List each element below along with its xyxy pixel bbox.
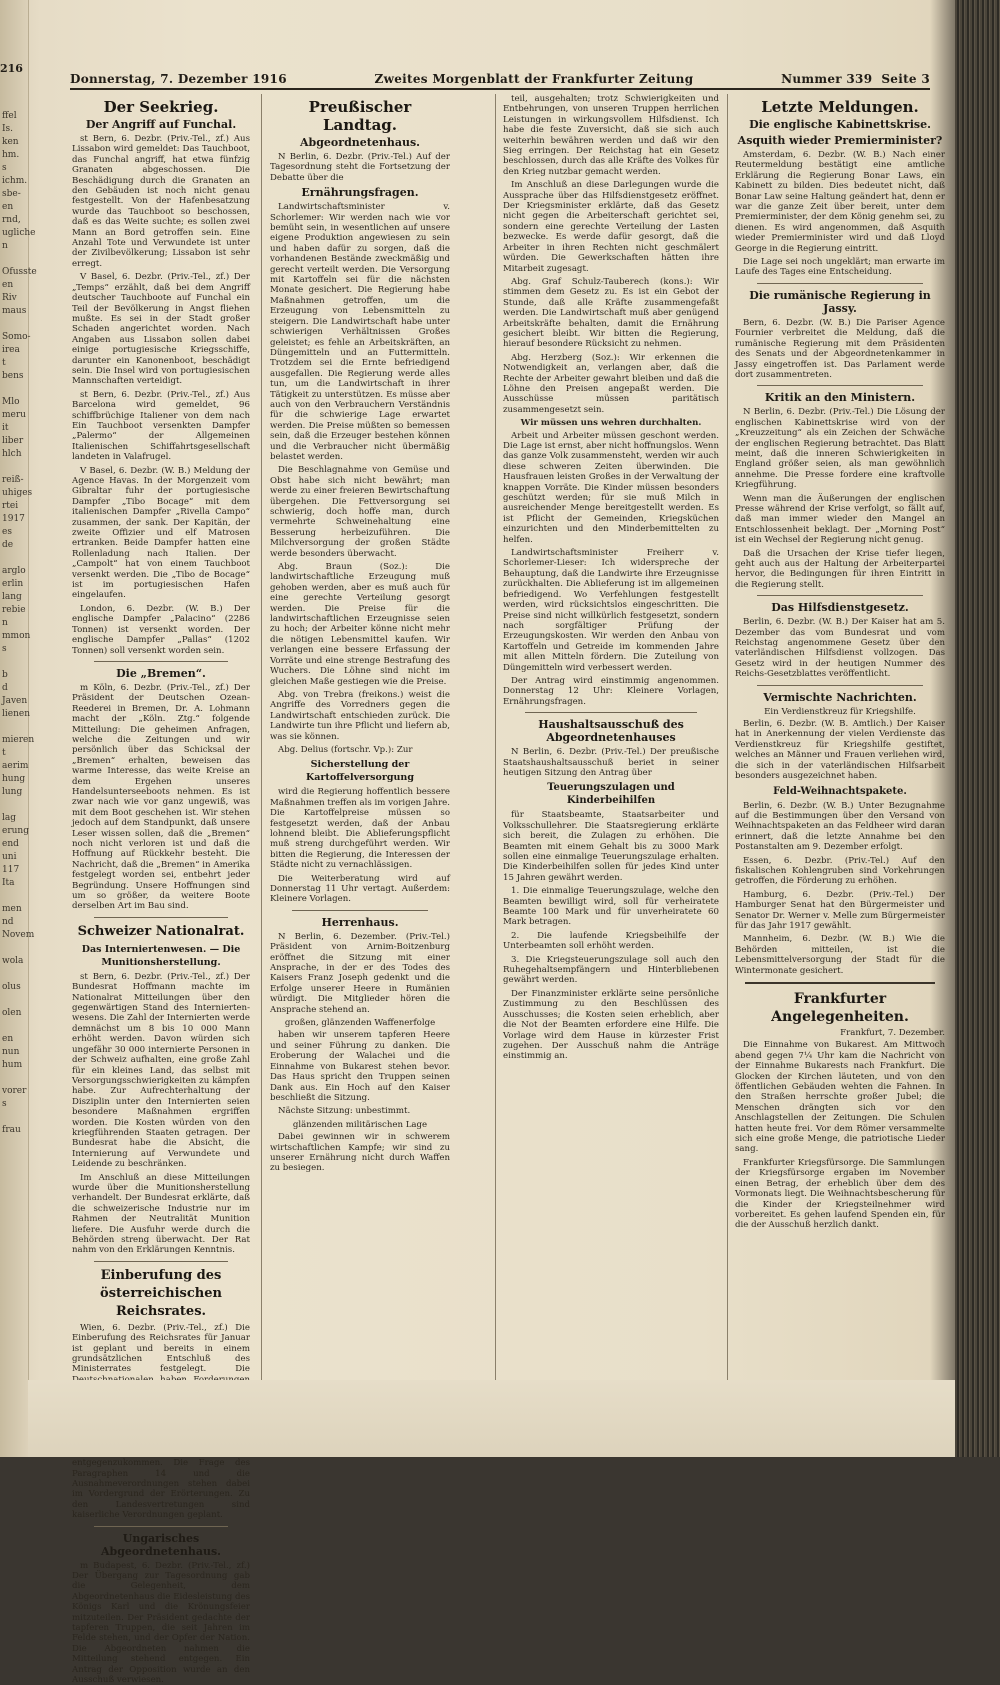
subheadline-ernaehrungsfragen: Ernährungsfragen. — [301, 186, 419, 200]
article-paragraph: Im Anschluß an diese Mitteilungen wurde über die Munitionsherstellung verhandelt. Der Bundesrat erklärte, daß die schweizerische Industrie nur im Rahmen der Neutralität Munition liefere. Die Ausfuhr werde durch die Behörden streng überwacht. Der Rat nahm von den Erklärungen Kenntnis. — [72, 1172, 250, 1256]
column-rule — [261, 94, 262, 1384]
article-paragraph: teil, ausgehalten; trotz Schwierigkeiten und Entbehrungen, von unseren Truppen herrlichen Leistungen in wirkungsvollem Hilfsdienst. Ich habe die feste Zuversicht, daß sie sich auch weiterhin bewähren werden und daß wir den Sieg erringen. Der Reichstag hat ein Gesetz beschlossen, durch das alle Kräfte des Volkes für den Krieg nutzbar gemacht werden. — [503, 94, 719, 177]
article-paragraph: st Bern, 6. Dezbr. (Priv.-Tel., zf.) Aus Lissabon wird gemeldet: Das Tauchboot, das Funchal angriff, hat etwa fünfzig Granaten abgeschossen. Die Beschädigung durch die Granaten an den Gebäuden ist noch nicht genau festgestellt. Von der Hafenbesatzung wurde das Tauchboot so beschossen, daß es das Weite suchte; es sollen zwei Mann an Bord getroffen sein. Eine Anzahl Tote und Verwundete ist unter der Zivilbevölkerung; Lissabon ist sehr erregt. — [72, 134, 250, 269]
article-paragraph: Daß die Ursachen der Krise tiefer liegen, geht auch aus der Haltung der Arbeiterpartei hervor, die Bedingungen für ihren Eintritt in die Regierung stellt. — [735, 548, 945, 590]
article-paragraph: N Berlin, 6. Dezbr. (Priv.-Tel.) Der preußische Staatshaushaltsausschuß beriet in seiner heutigen Sitzung den Antrag über — [503, 747, 719, 778]
issue-number-and-page — [781, 72, 930, 88]
column-3 — [503, 94, 719, 1379]
page-bottom-margin — [28, 1380, 955, 1457]
subheadline-internierten: Das Interniertenwesen. — Die Munitionsherstellung. — [81, 943, 241, 968]
article-paragraph: V Basel, 6. Dezbr. (Priv.-Tel., zf.) Der „Temps“ erzählt, daß bei dem Angriff deutscher Tauchboote auf Funchal ein Teil der Bevölkerung in Angst fliehen mußte. Es sei in der Stadt großer Schaden angerichtet worden. Nach Angaben aus Lissabon sollen dabei einige portugiesische Kriegsschiffe, darunter ein Kanonenboot, beschädigt sein. Die Insel wird von portugiesischen Mannschaften verteidigt. — [72, 272, 250, 387]
article-paragraph: Im Anschluß an diese Darlegungen wurde die Aussprache über das Hilfsdienstgesetz eröffnet. Der Kriegsminister erklärte, daß das Gesetz nicht gegen die Arbeiterschaft gerichtet sei, sondern eine gerechte Verteilung der Lasten bezwecke. Es werde dafür gesorgt, daß die Arbeiter in ihren Rechten nicht geschmälert würden. Die Gewerkschaften hätten ihre Mitarbeit zugesagt. — [503, 180, 719, 274]
inline-subheading: Wir müssen uns wehren durchhalten. — [520, 418, 702, 429]
article-separator — [757, 385, 923, 386]
article-paragraph: 3. Die Kriegsteuerungszulage soll auch den Ruhegehaltsempfängern und Hinterbliebenen gewährt werden. — [503, 954, 719, 986]
article-paragraph: m Köln, 6. Dezbr. (Priv.-Tel., zf.) Der Präsident der Deutschen Ozean-Reederei in Bremen, Dr. A. Lohmann macht der „Köln. Ztg.“ folgende Mitteilung: Die geheimen Anfragen, welche die Zeitungen und wir persönlich über das Schicksal der „Bremen“ erhalten, beweisen das warme Interesse, das weite Kreise an dem Ergehen unseres Handelsunterseeboots nehmen. Es ist zwar nach wie vor ganz ungewiß, was mit dem Boot geschehen ist. Wir stehen jedoch auf dem Standpunkt, daß unsere Leser wissen sollen, daß die „Bremen“ noch nicht verloren ist und daß die Hoffnung auf Rückkehr besteht. Die Nachricht, daß die „Bremen“ in Amerika festgelegt worden sei, entbehrt jeder Begründung. Unsere Hoffnungen sind um so größer, da weitere Boote derselben Art im Bau sind. — [72, 682, 250, 912]
article-paragraph: haben wir unserem tapferen Heere und seiner Führung zu danken. Die Eroberung der Walachei und die Einnahme von Bukarest stehen bevor. Das Haus spricht den Truppen seinen Dank aus. Ein Hoch auf den Kaiser beschließt die Sitzung. — [270, 1030, 450, 1103]
article-paragraph: Nächste Sitzung: unbestimmt. — [278, 1106, 411, 1117]
article-paragraph: Hamburg, 6. Dezbr. (Priv.-Tel.) Der Hamburger Senat hat den Bürgermeister und Senator Dr. Werner v. Melle zum Bürgermeister für das Jahr 1917 gewählt. — [735, 889, 945, 931]
article-paragraph: Abg. von Trebra (freikons.) weist die Angriffe des Vorredners gegen die Landwirtschaft entschieden zurück. Die Landwirte tun ihre Pflicht und liefern ab, was sie können. — [270, 689, 450, 742]
headline-vermischte-nachrichten: Vermischte Nachrichten. — [763, 690, 917, 704]
issue-date: Donnerstag, 7. Dezember 1916 — [70, 72, 287, 86]
previous-page-gutter — [0, 0, 37, 1457]
subheadline-kartoffelversorgung: Sicherstellung der Kartoffelversorgung — [306, 759, 414, 784]
article-paragraph: Dabei gewinnen wir in schwerem wirtschaftlichen Kampfe; wir sind zu unserer Ernährung nicht durch Waffen zu besiegen. — [270, 1132, 450, 1174]
article-paragraph: Frankfurter Kriegsfürsorge. Die Sammlungen der Kriegsfürsorge ergaben im November einen Betrag, der erheblich über dem des Vormonats liegt. Die Weihnachtsbescherung für die Kinder der Kriegsteilnehmer wird vorbereitet. Es gehen laufend Spenden ein, für die der Ausschuß herzlich dankt. — [735, 1157, 945, 1231]
article-paragraph: N Berlin, 6. Dezbr. (Priv.-Tel.) Auf der Tagesordnung steht die Fortsetzung der Debatte über die — [270, 152, 450, 183]
article-paragraph: Die Einnahme von Bukarest. Am Mittwoch abend gegen 7¼ Uhr kam die Nachricht von der Einnahme Bukarests nach Frankfurt. Die Glocken der Kirchen läuteten, und von den öffentlichen Gebäuden wehten die Fahnen. In den Straßen herrschte großer Jubel; die Menschen drängten sich vor den Anschlagstellen der Zeitungen. Die Schulen hatten heute frei. Vor dem Römer versammelte sich eine große Menge, die patriotische Lieder sang. — [735, 1040, 945, 1155]
headline-haushaltsausschuss: Haushaltsausschuß des Abgeordnetenhauses — [538, 718, 684, 745]
inline-subheading: großen, glänzenden Waffenerfolge — [284, 1018, 436, 1029]
article-paragraph: st Bern, 6. Dezbr. (Priv.-Tel., zf.) Der Bundesrat Hoffmann machte im Nationalrat Mitteilungen über den gegenwärtigen Stand des Interniertenwesens. Die Zahl der Internierten werde demnächst um 8 bis 10 000 Mann erhöht werden. Davon würden sich ungefähr 30 000 internierte Personen in der Schweiz aufhalten, eine große Zahl für ein kleines Land, das selbst mit Versorgungsschwierigkeiten zu kämpfen habe. Zur Aufrechterhaltung der Disziplin unter den Internierten seien besondere Maßnahmen ergriffen worden. Die Kosten würden von den kriegführenden Staaten getragen. Der Bundesrat habe die Absicht, die Internierung auf Verwundete und Leidende zu beschränken. — [72, 971, 250, 1170]
article-paragraph: Der Finanzminister erklärte seine persönliche Zustimmung zu den Beschlüssen des Ausschusses; die Kosten seien erheblich, aber die Not der Beamten erfordere eine Hilfe. Die Vorlage wird dem Hause in kürzester Frist zugehen. Der Ausschuß nahm die Anträge einstimmig an. — [503, 988, 719, 1062]
article-paragraph: st Bern, 6. Dezbr. (Priv.-Tel., zf.) Aus Barcelona wird gemeldet, 96 schiffbrüchige Italiener von dem nach Ein Tauchboot versenkten Dampfer „Palermo“ der Allgemeinen Italienischen Schiffahrtsgesellschaft landeten in Valafrugel. — [72, 389, 250, 463]
subheadline-asquith: Asquith wieder Premierminister? — [737, 134, 943, 147]
headline-ungarisches-abgeordnetenhaus: Ungarisches Abgeordnetenhaus. — [101, 1531, 221, 1558]
subheadline-abgeordnetenhaus: Abgeordnetenhaus. — [300, 136, 420, 149]
article-separator — [94, 661, 228, 662]
subheadline-funchal: Der Angriff auf Funchal. — [85, 118, 237, 131]
headline-kritik-ministern: Kritik an den Ministern. — [764, 391, 916, 405]
article-separator — [292, 910, 428, 911]
column-rule — [495, 94, 496, 1384]
article-paragraph: wird die Regierung hoffentlich bessere Maßnahmen treffen als im vorigen Jahre. Die Kartoffelpreise müssen so festgesetzt werden, daß der Anbau lohnend bleibt. Die Ablieferungspflicht muß streng durchgeführt werden. Wir bitten die Regierung, die Interessen der Städte nicht zu vernachlässigen. — [270, 787, 450, 871]
headline-frankfurter-angelegenheiten: Frankfurter Angelegenheiten. — [771, 991, 909, 1025]
newspaper-title: Zweites Morgenblatt der Frankfurter Zeitung — [374, 72, 694, 86]
article-paragraph: 1. Die einmalige Teuerungszulage, welche den Beamten bewilligt wird, soll für verheiratete Beamte 100 Mark und für unverheiratete 60 Mark betragen. — [503, 886, 719, 928]
article-separator — [525, 712, 697, 713]
headline-preussischer-landtag: Preußischer Landtag. — [308, 98, 412, 134]
article-paragraph: Wien, 6. Dezbr. (Priv.-Tel., zf.) Die Einberufung des Reichsrates für Januar ist geplant und bereits in einem grundsätzlichen Entschluß des Ministerrates festgelegt. Die entgegenzukommen. Die Frage des Paragraphen 14 und die Ausnahmeverordnungen stehen dabei im Vordergrund der Erörterungen. Zu den Landesvertretungen sind kaiserliche Verordnungen geplant. — [72, 1322, 250, 1521]
article-paragraph: Amsterdam, 6. Dezbr. (W. B.) Nach einer Reutermeldung bestätigt eine amtliche Erklärung die Regierung Bonar Laws, ein Kabinett zu bilden. Dies bedeutet nicht, daß Bonar Law seine Haltung geändert hat, denn er war die ganze Zeit über bereit, unter dem Premierminister, der dem König genehm sei, zu dienen. Es wird angenommen, daß Asquith wieder Premierminister wird und daß Lloyd George in die Regierung eintritt. — [735, 150, 945, 254]
masthead — [70, 66, 930, 90]
article-separator — [757, 595, 923, 596]
article-paragraph: m Budapest, 6. Dezbr. (Priv.-Tel., zf.) Der Übergang zur Tagesordnung gab die Gelegenheit, dem Abgeordnetenhaus die Eidesleistung des Königs Karl und die Krönungsfeier mitzuteilen. Der Präsident gedachte der tapferen Truppen, die seit Jahren im Felde stehen, und der Opfer der Nation. Die Abgeordneten nahmen die Mitteilung stehend entgegen. Ein Antrag der Opposition wurde an den Ausschuß verwiesen. — [72, 1560, 250, 1685]
article-paragraph: Berlin, 6. Dezbr. (W. B. Amtlich.) Der Kaiser hat in Anerkennung der vielen Verdienste das Verdienstkreuz für Kriegshilfe gestiftet, welches an Männer und Frauen verliehen wird, die sich in der vaterländischen Hilfsarbeit besonders ausgezeichnet haben. — [735, 719, 945, 782]
article-paragraph: Berlin, 6. Dezbr. (W. B.) Der Kaiser hat am 5. Dezember das vom Bundesrat und vom Reichstag angenommene Gesetz über den vaterländischen Hilfsdienst vollzogen. Das Gesetz wird in der heutigen Nummer des Reichs-Gesetzblattes veröffentlicht. — [735, 617, 945, 680]
issue-number: Nummer 339 — [781, 72, 873, 86]
article-paragraph: Die Weiterberatung wird auf Donnerstag 11 Uhr vertagt. Außerdem: Kleinere Vorlagen. — [270, 873, 450, 905]
article-paragraph: Essen, 6. Dezbr. (Priv.-Tel.) Auf den fiskalischen Kohlengruben sind Vorkehrungen getroffen, die Förderung zu erhöhen. — [735, 855, 945, 887]
article-paragraph: Arbeit und Arbeiter müssen geschont werden. Die Lage ist ernst, aber nicht hoffnungslos. Wenn das ganze Volk zusammensteht, werden wir auch diese schweren Zeiten überwinden. Die Hausfrauen leisten Großes in der Verwaltung der knappen Vorräte. Die Kinder müssen besonders geschützt werden; für sie muß Milch in ausreichender Menge bereitgestellt werden. Es ist Pflicht der Gemeinden, Kriegsküchen einzurichten und den Minderbemittelten zu helfen. — [503, 430, 719, 545]
headline-hilfsdienstgesetz: Das Hilfsdienstgesetz. — [771, 601, 909, 615]
article-paragraph: Mannheim, 6. Dezbr. (W. B.) Wie die Behörden mitteilen, ist die Lebensmittelversorgung der Stadt für die Wintermonate gesichert. — [735, 934, 945, 976]
article-paragraph: für Staatsbeamte, Staatsarbeiter und Volksschullehrer. Die Staatsregierung erklärte sich bereit, die Zulagen zu erhöhen. Die Beamten mit einem Gehalt bis zu 3000 Mark sollen eine einmalige Teuerungszulage erhalten. Die Kinderbeihilfen sollen für jedes Kind unter 15 Jahren gewährt werden. — [503, 810, 719, 883]
column-rule — [727, 94, 728, 1384]
article-paragraph: London, 6. Dezbr. (W. B.) Der englische Dampfer „Palacino“ (2286 Tonnen) ist versenkt worden. Der englische Dampfer „Pallas“ (1202 Tonnen) soll versenkt worden sein. — [72, 603, 250, 656]
article-paragraph: Landwirtschaftsminister Freiherr v. Schorlemer-Lieser: Ich widerspreche der Behauptung, daß die Landwirte ihre Erzeugnisse zurückhalten. Die Ablieferung ist im allgemeinen befriedigend. Wo Verfehlungen festgestellt werden, wird rücksichtslos eingeschritten. Die Preise sind nicht willkürlich festgesetzt, sondern nach sorgfältiger Prüfung der Erzeugungskosten. Wir werden den Anbau von Kartoffeln und Getreide im kommenden Jahre mit allen Mitteln fördern. Die Zuteilung von Düngemitteln wird verbessert werden. — [503, 548, 719, 673]
article-separator — [94, 1526, 228, 1527]
column-1 — [72, 94, 250, 1685]
headline-feld-weihnachtspakete: Feld-Weihnachtspakete. — [773, 785, 907, 797]
book-edge-pages — [955, 0, 1000, 1457]
article-separator — [745, 982, 935, 984]
article-paragraph: N Berlin, 6. Dezbr. (Priv.-Tel.) Die Lösung der englischen Kabinettskrise wird von der „Kreuzzeitung“ als ein Zeichen der Schwäche der englischen Regierung betrachtet. Das Blatt meint, daß die inneren Schwierigkeiten in England größer seien, als man gewöhnlich annehme. Die Presse fordere eine kraftvolle Kriegführung. — [735, 407, 945, 491]
headline-seekrieg: Der Seekrieg. — [103, 98, 219, 116]
article-paragraph: Die Beschlagnahme von Gemüse und Obst habe sich nicht bewährt; man werde zu einer freieren Bewirtschaftung übergehen. Die Fettversorgung sei schwierig, doch hoffe man, durch vermehrte Schweinehaltung eine Besserung herbeizuführen. Die Milchversorgung der großen Städte werde besonders überwacht. — [270, 465, 450, 559]
article-paragraph: Bern, 6. Dezbr. (W. B.) Die Pariser Agence Fournier verbreitet die Meldung, daß die rumänische Regierung mit dem Präsidenten des Senats und der Abgeordnetenkammer in Jassy eingetroffen ist. Das Parlament werde dort zusammentreten. — [735, 317, 945, 380]
inline-subheading: glänzenden militärischen Lage — [292, 1119, 428, 1130]
article-paragraph: Abg. Graf Schulz-Tauberech (kons.): Wir stimmen dem Gesetz zu. Es ist ein Gebot der Stunde, daß alle Kräfte zusammengefaßt werden. Die Landwirtschaft muß aber genügend Arbeitskräfte behalten, damit die Ernährung gesichert bleibt. Wir bitten die Regierung, hierauf besondere Rücksicht zu nehmen. — [503, 276, 719, 350]
headline-bremen: Die „Bremen“. — [116, 666, 206, 680]
article-paragraph: Landwirtschaftsminister v. Schorlemer: Wir werden nach wie vor bemüht sein, in wesentlichen auf unsere eigene Produktion angewiesen zu sein und haben dafür zu sorgen, daß die vorhandenen Bestände zweckmäßig und gerecht verteilt werden. Die Versorgung mit Kartoffeln sei für die nächsten Monate gesichert. Die Regierung habe Maßnahmen getroffen, um die Erzeugung von Lebensmitteln zu steigern. Die Landwirtschaft habe unter schwierigen Verhältnissen Großes geleistet; es fehle an Arbeitskräften, an Düngemitteln und an Futtermitteln. Trotzdem sei die Ernte befriedigend ausgefallen. Die Regierung werde alles tun, um die Landwirtschaft in ihrer Tätigkeit zu unterstützen. Es müsse aber auch von den Verbrauchern Verständnis für die schwierige Lage erwartet werden. Die Preise müßten so bemessen sein, daß die Erzeuger bestehen können und die Verbraucher nicht übermäßig belastet werden. — [270, 202, 450, 462]
page-number: Seite 3 — [881, 72, 930, 86]
article-separator — [757, 283, 923, 284]
article-paragraph: Der Antrag wird einstimmig angenommen. Donnerstag 12 Uhr: Kleinere Vorlagen, Ernährungsfragen. — [503, 675, 719, 707]
article-paragraph: Abg. Braun (Soz.): Die landwirtschaftliche Erzeugung muß gehoben werden, aber es muß auch für eine gerechte Verteilung gesorgt werden. Die Preise für die landwirtschaftlichen Erzeugnisse seien zu hoch; der Arbeiter könne nicht mehr die nötigen Lebensmittel kaufen. Wir verlangen eine bessere Erfassung der Vorräte und eine strenge Bestrafung des Wuchers. Die Löhne sind nicht im gleichen Maße gestiegen wie die Preise. — [270, 562, 450, 687]
article-paragraph: Wenn man die Äußerungen der englischen Presse während der Krise verfolgt, so fällt auf, daß man immer wieder den Mangel an Entschlossenheit beklagt. Der „Morning Post“ ist ein Wechsel der Regierung nicht genug. — [735, 493, 945, 546]
gutter-fragments: ffel Is. ken hm. s ichm. sbe- en rnd, ugliche n Ofusste en Riv maus Somo- irea t bens Mlo meru it liber hlch reiß- uhiges rtei 1917 es de arglo erlin lang rebie n mmon s b d Javen lienen mieren t aerim hung lung lag erung end uni 117 Ita men nd Novem wola olus olen en nun hum vorer s frau — [2, 111, 37, 1135]
dateline: Frankfurt, 7. Dezember. — [840, 1028, 945, 1038]
article-paragraph: Die Lage sei noch ungeklärt; man erwarte im Laufe des Tages eine Entscheidung. — [735, 257, 945, 278]
article-paragraph: V Basel, 6. Dezbr. (W. B.) Meldung der Agence Havas. In der Morgenzeit vom Gibraltar fuhr der portugiesische Dampfer „Tibo Bocage“ mit dem italienischen Dampfer „Rivella Campo“ zusammen, der sank. Der Kapitän, der zweite Offizier und elf Matrosen ertranken. Beide Dampfer hatten eine Rollenladung nach Italien. Der „Campolt“ hat von einem Tauchboot versenkt werden. Die „Tibo de Bocage“ ist im portugiesischen Hafen eingelaufen. — [72, 465, 250, 601]
article-separator — [94, 1261, 228, 1262]
article-paragraph: N Berlin, 6. Dezember. (Priv.-Tel.) Präsident von Arnim-Boitzenburg eröffnet die Sitzung mit einer Ansprache, in der er des Todes des Kaisers Franz Joseph gedenkt und die Erfolge unserer Heere in Rumänien würdigt. Die Mitglieder hören die Ansprache stehend an. — [270, 931, 450, 1015]
article-paragraph: Abg. Delius (fortschr. Vp.): Zur — [278, 744, 413, 755]
column-2 — [270, 94, 450, 1379]
column-4 — [735, 94, 945, 1379]
headline-letzte-meldungen: Letzte Meldungen. — [761, 98, 919, 116]
headline-reichsrat: Einberufung des österreichischen Reichsrates. — [100, 1267, 222, 1319]
article-paragraph: Abg. Herzberg (Soz.): Wir erkennen die Notwendigkeit an, verlangen aber, daß die Rechte der Arbeiter gewahrt bleiben und daß die Löhne den Preisen angepaßt werden. Die Ausschüsse müssen paritätisch zusammengesetzt sein. — [503, 352, 719, 415]
article-paragraph: Berlin, 6. Dezbr. (W. B.) Unter Bezugnahme auf die Bestimmungen über den Versand von Weihnachtspaketen an das Feldheer wird daran erinnert, daß die letzte Annahme bei den Postanstalten am 9. Dezember erfolgt. — [735, 800, 945, 853]
headline-rumaenische-regierung: Die rumänische Regierung in Jassy. — [749, 288, 931, 315]
headline-schweizer-nationalrat: Schweizer Nationalrat. — [77, 923, 245, 939]
article-separator — [757, 685, 923, 686]
previous-page-number: 216 — [0, 62, 23, 75]
article-paragraph: 2. Die laufende Kriegsbeihilfe der Unterbeamten soll erhöht werden. — [503, 930, 719, 952]
headline-herrenhaus: Herrenhaus. — [321, 915, 399, 929]
article-separator — [94, 917, 228, 918]
subheadline-teuerungszulagen: Teuerungszulagen und Kinderbeihilfen — [547, 782, 675, 807]
inline-subheading: Ein Verdienstkreuz für Kriegshilfe. — [764, 706, 916, 717]
subheadline-kabinettskrise: Die englische Kabinettskrise. — [749, 118, 931, 131]
